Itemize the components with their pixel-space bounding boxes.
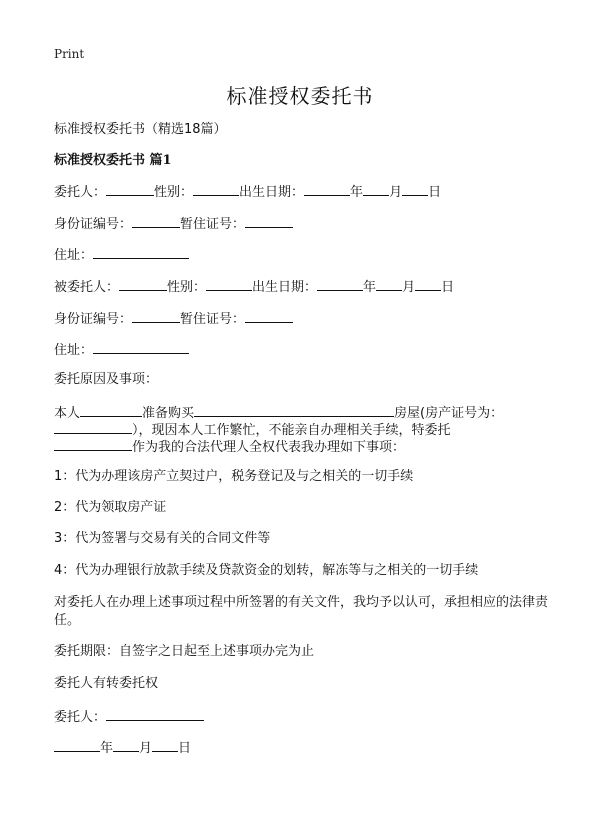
agent-address-blank[interactable] — [93, 340, 189, 354]
principal-month-label: 月 — [389, 185, 403, 200]
principal-name-blank[interactable] — [106, 182, 154, 196]
principal-day-label: 日 — [428, 185, 442, 200]
principal-id-label: 身份证编号： — [54, 217, 133, 232]
agent-year-label: 年 — [363, 280, 377, 295]
body-p1-c: 房屋(房产证号为： — [394, 406, 504, 421]
date-day-blank[interactable] — [152, 738, 178, 752]
principal-year-blank[interactable] — [304, 182, 350, 196]
agent-id-label: 身份证编号： — [54, 312, 133, 327]
list-item: 2：代为领取房产证 — [54, 500, 167, 515]
date-row — [54, 738, 191, 758]
date-month-blank[interactable] — [113, 738, 139, 752]
agent-address-label: 住址： — [54, 343, 94, 358]
principal-gender-blank[interactable] — [193, 182, 239, 196]
body-property-blank[interactable] — [194, 403, 394, 417]
principal-year-label: 年 — [350, 185, 364, 200]
agent-gender-label: 性别： — [167, 280, 207, 295]
signature-row — [54, 707, 204, 727]
signature-label: 委托人： — [54, 710, 107, 725]
list-item: 1：代为办理该房产立契过户，税务登记及与之相关的一切手续 — [54, 469, 414, 484]
agent-day-label: 日 — [441, 280, 455, 295]
agent-id-row — [54, 309, 293, 329]
principal-gender-label: 性别： — [154, 185, 194, 200]
body-line-3 — [54, 437, 405, 457]
principal-id-blank[interactable] — [132, 214, 180, 228]
document-title: 标准授权委托书 — [226, 84, 374, 108]
principal-dob-label: 出生日期： — [239, 185, 305, 200]
body-agent-blank[interactable] — [54, 437, 132, 451]
body-p2: ），现因本人工作繁忙，不能亲自办理相关手续，特委托 — [132, 423, 451, 438]
signature-blank[interactable] — [106, 707, 204, 721]
section-heading: 标准授权委托书 篇1 — [54, 153, 172, 168]
body-p3: 作为我的合法代理人全权代表我办理如下事项： — [132, 440, 406, 455]
principal-temp-blank[interactable] — [245, 214, 293, 228]
agent-day-blank[interactable] — [415, 277, 441, 291]
body-certificate-blank[interactable] — [54, 420, 132, 434]
agent-temp-label: 暂住证号： — [180, 312, 246, 327]
agent-temp-blank[interactable] — [245, 309, 293, 323]
agent-gender-blank[interactable] — [206, 277, 252, 291]
date-year-blank[interactable] — [54, 738, 100, 752]
reason-label: 委托原因及事项： — [54, 372, 159, 387]
agent-month-label: 月 — [402, 280, 416, 295]
principal-address-blank[interactable] — [93, 245, 189, 259]
acknowledge-paragraph: 对委托人在办理上述事项过程中所签署的有关文件，我均予以认可，承担相应的法律责任。 — [54, 595, 549, 628]
agent-dob-label: 出生日期： — [252, 280, 318, 295]
list-item: 4：代为办理银行放款手续及贷款资金的划转，解冻等与之相关的一切手续 — [54, 563, 479, 578]
agent-year-blank[interactable] — [317, 277, 363, 291]
agent-name-blank[interactable] — [119, 277, 167, 291]
principal-temp-label: 暂住证号： — [180, 217, 246, 232]
list-item: 3：代为签署与交易有关的合同文件等 — [54, 531, 271, 546]
print-label[interactable]: Print — [54, 47, 85, 61]
principal-month-blank[interactable] — [363, 182, 389, 196]
agent-address-row — [54, 340, 189, 360]
principal-id-row — [54, 214, 293, 234]
term-line: 委托期限：自签字之日起至上述事项办完为止 — [54, 644, 315, 659]
subtitle: 标准授权委托书（精选18篇） — [54, 122, 227, 137]
principal-day-blank[interactable] — [402, 182, 428, 196]
date-day-label: 日 — [178, 741, 192, 756]
agent-id-blank[interactable] — [132, 309, 180, 323]
body-p1-b: 准备购买 — [142, 406, 195, 421]
body-p1-a: 本人 — [54, 406, 81, 421]
agent-month-blank[interactable] — [376, 277, 402, 291]
principal-name-label: 委托人： — [54, 185, 107, 200]
transfer-line: 委托人有转委托权 — [54, 676, 159, 691]
date-year-label: 年 — [100, 741, 114, 756]
agent-row — [54, 277, 454, 297]
principal-address-label: 住址： — [54, 248, 94, 263]
agent-name-label: 被委托人： — [54, 280, 120, 295]
date-month-label: 月 — [139, 741, 153, 756]
principal-address-row — [54, 245, 189, 265]
body-name-blank[interactable] — [80, 403, 142, 417]
principal-row — [54, 182, 441, 202]
